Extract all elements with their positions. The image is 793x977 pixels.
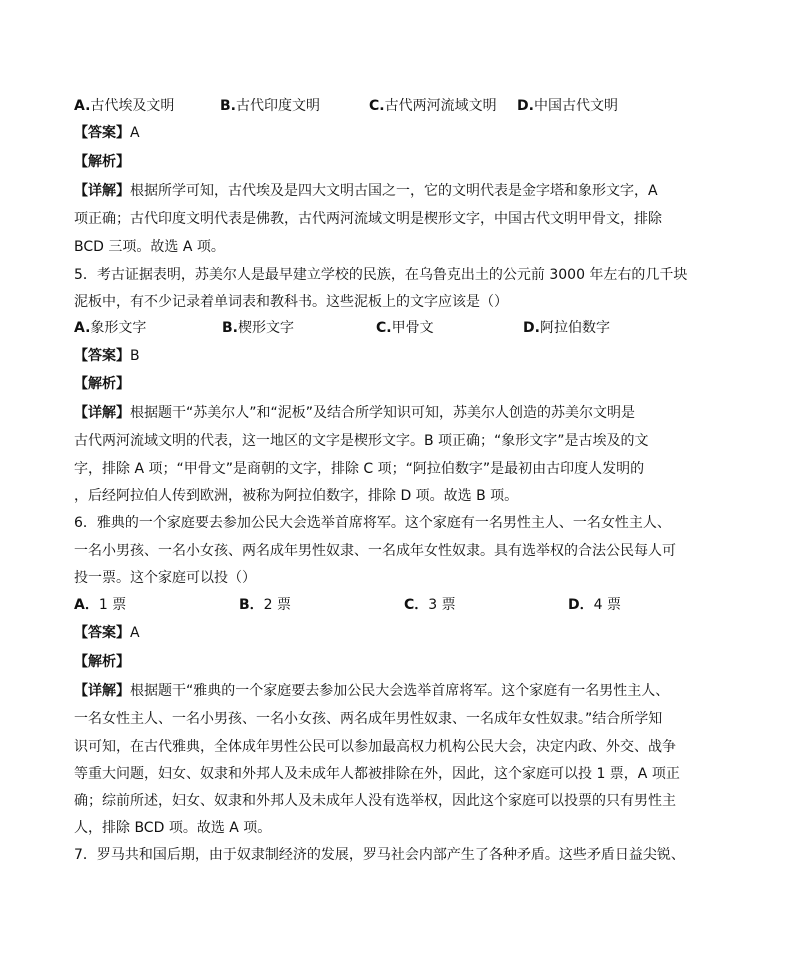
q4-detail-line-2: 项正确；古代印度文明代表是佛教，古代两河流域文明是楔形文字，中国古代文明甲骨文，排除 <box>74 211 662 227</box>
q5-detail-line-3: 字，排除 A 项；“甲骨文”是商朝的文字，排除 C 项；“阿拉伯数字”是最初由古印度人发明的 <box>74 461 645 477</box>
q4-detail-line-1: 【详解】根据所学可知，古代埃及是四大文明古国之一，它的文明代表是金字塔和象形文字，A <box>74 183 658 199</box>
q4-option-a: A.古代埃及文明 <box>74 98 175 114</box>
q5-option-c: C.甲骨文 <box>376 320 434 336</box>
q6-stem-line-2: 一名小男孩、一名小女孩、两名成年男性奴隶、一名成年女性奴隶。具有选举权的合法公民每人可 <box>74 543 676 559</box>
q6-option-c: C．3 票 <box>404 597 456 613</box>
q4-answer: 【答案】A <box>74 125 140 141</box>
q4-option-b: B.古代印度文明 <box>220 98 320 114</box>
q5-answer: 【答案】B <box>74 348 140 364</box>
q6-answer: 【答案】A <box>74 625 140 641</box>
q6-detail-line-4: 等重大问题，妇女、奴隶和外邦人及未成年人都被排除在外，因此，这个家庭可以投 1 票，A 项正 <box>74 766 680 782</box>
q5-option-a: A.象形文字 <box>74 320 147 336</box>
q6-option-b: B．2 票 <box>239 597 292 613</box>
q5-option-d: D.阿拉伯数字 <box>523 320 610 336</box>
q6-option-a: A．1 票 <box>74 597 127 613</box>
q6-option-d: D．4 票 <box>568 597 621 613</box>
q6-detail-line-1: 【详解】根据题干“雅典的一个家庭要去参加公民大会选举首席将军。这个家庭有一名男性主人、 <box>74 683 670 699</box>
q5-stem-line-2: 泥板中，有不少记录着单词表和教科书。这些泥板上的文字应该是（） <box>74 294 508 310</box>
q6-detail-line-6: 人，排除 BCD 项。故选 A 项。 <box>74 820 272 836</box>
q4-analysis-label: 【解析】 <box>74 154 130 170</box>
q5-stem-line-1: 5．考古证据表明，苏美尔人是最早建立学校的民族，在乌鲁克出土的公元前 3000 年左右的几千块 <box>74 267 688 283</box>
q6-analysis-label: 【解析】 <box>74 654 130 670</box>
q6-detail-line-5: 确；综前所述，妇女、奴隶和外邦人及未成年人没有选举权，因此这个家庭可以投票的只有男性主 <box>74 793 676 809</box>
q4-option-d: D.中国古代文明 <box>517 98 618 114</box>
q5-analysis-label: 【解析】 <box>74 376 130 392</box>
q5-option-b: B.楔形文字 <box>222 320 294 336</box>
q5-detail-line-4: ，后经阿拉伯人传到欧洲，被称为阿拉伯数字，排除 D 项。故选 B 项。 <box>74 488 519 504</box>
q7-stem-line-1: 7．罗马共和国后期，由于奴隶制经济的发展，罗马社会内部产生了各种矛盾。这些矛盾日益尖锐、 <box>74 847 685 863</box>
q4-option-c: C.古代两河流域文明 <box>369 98 497 114</box>
q6-detail-line-3: 识可知，在古代雅典，全体成年男性公民可以参加最高权力机构公民大会，决定内政、外交、战争 <box>74 739 676 755</box>
q5-detail-line-1: 【详解】根据题干“苏美尔人”和“泥板”及结合所学知识可知，苏美尔人创造的苏美尔文明是 <box>74 405 636 421</box>
q6-stem-line-3: 投一票。这个家庭可以投（） <box>74 570 256 586</box>
q6-detail-line-2: 一名女性主人、一名小男孩、一名小女孩、两名成年男性奴隶、一名成年女性奴隶。”结合所学知 <box>74 711 663 727</box>
q4-detail-line-3: BCD 三项。故选 A 项。 <box>74 239 225 255</box>
q5-detail-line-2: 古代两河流域文明的代表，这一地区的文字是楔形文字。B 项正确；“象形文字”是古埃及的文 <box>74 433 649 449</box>
q6-stem-line-1: 6．雅典的一个家庭要去参加公民大会选举首席将军。这个家庭有一名男性主人、一名女性主人、 <box>74 515 671 531</box>
